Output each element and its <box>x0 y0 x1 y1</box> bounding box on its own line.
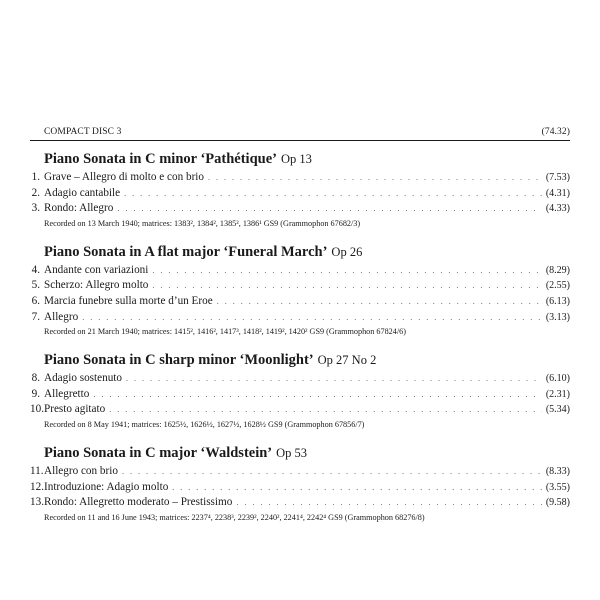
work-title-text: Piano Sonata in A flat major ‘Funeral March’ <box>44 243 328 260</box>
track-duration: (6.10) <box>545 373 570 385</box>
disc-header <box>30 127 570 141</box>
track-duration: (8.29) <box>545 264 570 276</box>
work-title-text: Piano Sonata in C major ‘Waldstein’ <box>44 444 273 461</box>
work-moonlight <box>30 351 570 430</box>
work-title-text: Piano Sonata in C sharp minor ‘Moonlight’ <box>44 352 314 369</box>
track-name: Adagio cantabile <box>44 186 121 199</box>
work-title <box>44 444 570 462</box>
track-duration: (6.13) <box>545 295 570 307</box>
track-number: 2. <box>31 186 40 199</box>
track-name: Marcia funebre sulla morte d’un Eroe <box>44 294 213 307</box>
track-duration: (2.55) <box>545 280 570 292</box>
track-row <box>30 387 570 403</box>
work-opus: Op 13 <box>280 152 312 166</box>
track-name: Andante con variazioni <box>44 263 149 276</box>
track-row <box>30 371 570 387</box>
dot-leader <box>172 481 542 496</box>
track-number: 9. <box>31 387 40 400</box>
disc-total-duration: (74.32) <box>541 127 570 137</box>
work-title <box>44 351 570 369</box>
recording-note: Recorded on 13 March 1940; matrices: 1383², 1384², 1385², 1386¹ GS9 (Grammophon 67682/3) <box>44 218 361 228</box>
track-row <box>30 263 570 279</box>
track-row <box>30 495 570 511</box>
track-number: 4. <box>31 263 40 276</box>
dot-leader <box>217 295 542 310</box>
dot-leader <box>152 279 541 294</box>
track-name: Presto agitato <box>44 403 106 416</box>
work-opus: Op 53 <box>276 445 308 460</box>
work-title <box>44 243 570 261</box>
dot-leader <box>124 187 542 202</box>
track-name: Allegro con brio <box>44 464 118 477</box>
disc-label: COMPACT DISC 3 <box>44 127 122 137</box>
track-row <box>30 201 570 217</box>
track-row <box>30 402 570 418</box>
dot-leader <box>82 311 542 326</box>
dot-leader <box>122 465 542 480</box>
track-name: Introduzione: Adagio molto <box>44 480 169 493</box>
work-waldstein <box>30 444 570 523</box>
track-duration: (3.55) <box>545 481 570 493</box>
track-row <box>30 480 570 496</box>
track-name: Adagio sostenuto <box>44 372 122 385</box>
work-title <box>44 150 570 168</box>
track-number: 10. <box>30 403 44 416</box>
track-row <box>30 310 570 326</box>
work-opus: Op 26 <box>331 244 363 259</box>
track-number: 7. <box>31 310 40 323</box>
track-name: Grave – Allegro di molto e con brio <box>44 171 205 183</box>
track-number: 6. <box>31 294 40 307</box>
track-number: 13. <box>30 496 44 509</box>
track-duration: (5.34) <box>545 404 570 416</box>
recording-note: Recorded on 21 March 1940; matrices: 1415², 1416², 1417³, 1418², 1419², 1420² GS9 (Grammophon 67824/6) <box>44 327 406 337</box>
track-duration: (3.13) <box>545 311 570 323</box>
track-name: Rondo: Allegro <box>44 202 114 215</box>
dot-leader <box>93 388 541 403</box>
track-row <box>30 464 570 480</box>
dot-leader <box>126 372 542 387</box>
track-number: 3. <box>31 202 40 215</box>
dot-leader <box>117 202 542 217</box>
dot-leader <box>109 403 542 418</box>
recording-note: Recorded on 8 May 1941; matrices: 1625½, 1626½, 1627½, 1628½ GS9 (Grammophon 67856/7) <box>44 419 365 429</box>
track-duration: (4.31) <box>545 187 570 199</box>
track-name: Allegretto <box>44 387 90 400</box>
work-title-text: Piano Sonata in C minor ‘Pathétique’ <box>44 151 277 167</box>
track-name: Allegro <box>44 310 79 323</box>
work-pathetique <box>30 150 570 229</box>
track-number: 1. <box>31 171 40 183</box>
works-list <box>30 150 570 537</box>
track-duration: (8.33) <box>545 465 570 477</box>
dot-leader <box>208 171 542 186</box>
track-row <box>30 278 570 294</box>
track-name: Scherzo: Allegro molto <box>44 279 149 292</box>
recording-note: Recorded on 11 and 16 June 1943; matrices: 2237⁴, 2238³, 2239², 2240², 2241⁴, 2242⁴ GS9 (Grammophon 68276/8) <box>44 512 425 522</box>
track-row <box>30 186 570 202</box>
work-funeral-march <box>30 243 570 337</box>
track-number: 5. <box>31 279 40 292</box>
track-row <box>30 170 570 186</box>
work-opus: Op 27 No 2 <box>317 353 377 368</box>
track-duration: (2.31) <box>545 388 570 400</box>
track-number: 8. <box>31 372 40 385</box>
track-duration: (9.58) <box>545 497 570 509</box>
track-duration: (7.53) <box>545 172 570 183</box>
dot-leader <box>236 496 542 511</box>
track-number: 11. <box>30 464 44 477</box>
track-duration: (4.33) <box>545 203 570 215</box>
track-name: Rondo: Allegretto moderato – Prestissimo <box>44 496 233 509</box>
track-number: 12. <box>30 480 44 493</box>
dot-leader <box>152 264 541 279</box>
track-row <box>30 294 570 310</box>
